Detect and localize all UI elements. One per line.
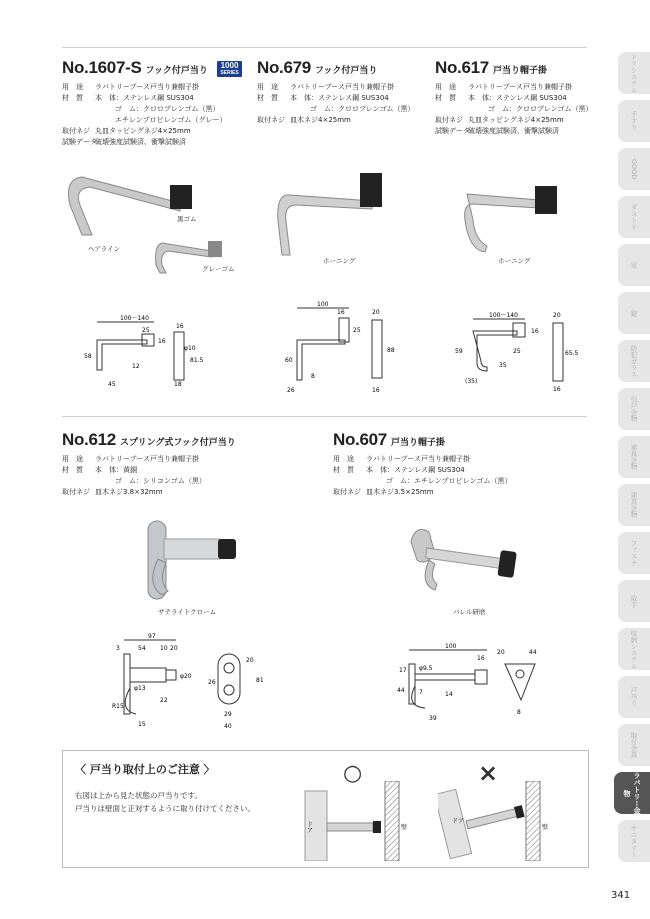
dim-label: 18 [174,381,182,388]
dim-label: 100～140 [489,312,518,319]
dim-label: 35 [499,362,507,369]
tab-4[interactable]: ダストリ [618,196,650,238]
bad-example-diagram [438,781,558,861]
wall-label: 壁 [542,824,549,831]
dim-label: 20 [497,649,505,656]
dim-label: 100 [317,301,329,308]
photo-1607s [62,165,252,280]
door-label: ドア [305,821,313,833]
photo-label-satellite-chrome: サテライトクローム [158,608,217,616]
dim-label: 3 [116,645,120,652]
product-title-607: No.607 戸当り帽子掛 [333,430,445,449]
product-title-617: No.617 戸当り帽子掛 [435,58,547,77]
tab-10[interactable]: 建具金物 [618,484,650,526]
good-example-diagram [301,781,411,861]
dim-label: 10 [160,645,168,652]
tab-16[interactable]: ラバトリー金物 [614,772,650,814]
tab-13[interactable]: 収納システム [618,628,650,670]
dim-label: 20 [246,657,254,664]
photo-label-barrel-polish: バレル研磨 [453,608,486,616]
dim-label: 15 [138,721,146,728]
dim-label: 20 [553,312,561,319]
dim-label: 39 [429,715,437,722]
photo-612 [140,515,250,605]
dim-label: 20 [372,309,380,316]
good-mark-icon: ○ [343,761,363,786]
dim-label: 22 [160,697,168,704]
specs-679: 用 途 ラバトリーブース戸当り兼帽子掛 材 質 本 体：ステンレス鋼 SUS304 ゴ ム：クロロプレンゴム（黒） 取付ネジ 皿木ネジ4×25mm [257,83,415,124]
dim-label: 97 [148,633,156,640]
dim-label: 29 [224,711,232,718]
dim-label: 8 [517,709,521,716]
dim-label: 16 [158,338,166,345]
drawing-679 [257,300,407,395]
dim-label: φ13 [134,685,146,692]
dim-label: 60 [285,357,293,364]
dim-label: 7 [419,689,423,696]
tab-3[interactable]: GOOD [618,148,650,190]
dim-label: 54 [138,645,146,652]
photo-607 [405,520,535,605]
dim-label: φ20 [180,673,192,680]
dim-label: 16 [477,655,485,662]
dim-label: 25 [513,348,521,355]
dim-label: 88 [387,347,395,354]
door-label: ドア [452,818,464,825]
dim-label: 44 [397,687,405,694]
specs-1607s: 用 途 ラバトリーブース戸当り兼帽子掛 材 質 本 体：ステンレス鋼 SUS304 ゴ ム：クロロプレンゴム（黒） エチレンプロピレンゴム（グレー） 取付ネジ 丸皿タッピングネジ4×25mm 試験データ 破壊強度試験済、衝撃試験済 [62,83,227,146]
tab-14[interactable]: 戸当り [618,676,650,718]
dim-label: 26 [208,679,216,686]
dim-label: φ10 [184,345,196,352]
tab-8[interactable]: 引戸金物 [618,388,650,430]
tab-7[interactable]: 防犯ガラス [618,340,650,382]
tab-15[interactable]: 取付金具 [618,724,650,766]
installation-notice [62,750,589,868]
photo-label-honing: ホーニング [498,257,531,265]
specs-617: 用 途 ラバトリーブース戸当り兼帽子掛 材 質 本 体：ステンレス鋼 SUS304 ゴ ム：クロロプレンゴム（黒） 取付ネジ 丸皿タッピングネジ4×25mm 試験データ 破壊強度試験済、衝撃試験済 [435,83,593,135]
drawing-617 [435,305,585,395]
dim-label: 58 [84,353,92,360]
dim-label: 59 [455,348,463,355]
tab-11[interactable]: ファスナ [618,532,650,574]
bad-mark-icon: × [478,759,499,787]
dim-label: 12 [132,363,140,370]
photo-label-honing: ホーニング [323,257,356,265]
dim-label: R15 [112,703,124,710]
dim-label: 16 [531,328,539,335]
dim-label: 25 [353,327,361,334]
specs-607: 用 途 ラバトリーブース戸当り兼帽子掛 材 質 本 体：ステンレス鋼 SUS304 ゴ ム：エチレンプロピレンゴム（黒） 取付ネジ 皿木ネジ3.5×25mm [333,455,512,496]
page-number: 341 [611,890,631,901]
dim-label: 16 [337,309,345,316]
specs-612: 用 途 ラバトリーブース戸当り兼帽子掛 材 質 本 体：黄銅 ゴ ム：シリコンゴム（黒） 取付ネジ 皿木ネジ3.8×32mm [62,455,206,496]
notice-body: 右図は上から見た状態の戸当りです。 戸当りは壁面と正対するように取り付けてください。 [75,791,255,813]
tab-12[interactable]: 取手 [618,580,650,622]
wall-label: 壁 [401,824,408,831]
dim-label: 17 [399,667,407,674]
dim-label: 16 [553,386,561,393]
top-rule [62,47,587,48]
dim-label: 16 [372,387,380,394]
photo-label-hairline: ヘアライン [88,245,121,253]
photo-679 [262,165,402,265]
notice-title: 〈 戸当り取付上のご注意 〉 [75,763,215,776]
tab-2[interactable]: 手すり [618,100,650,142]
drawing-1607s [62,310,212,395]
dim-label: 81.5 [190,357,204,364]
photo-617 [447,170,577,265]
drawing-612 [110,632,280,732]
photo-label-gray-rubber: グレーゴム [202,265,235,273]
product-title-612: No.612 スプリング式フック付戸当り [62,430,236,449]
dim-label: 16 [176,323,184,330]
dim-label: 44 [529,649,537,656]
photo-label-black-rubber: 黒ゴム [177,215,197,223]
dim-label: 8 [311,373,315,380]
product-title-679: No.679 フック付戸当り [257,58,378,77]
tab-17[interactable]: サニタリー [618,820,650,862]
dim-label: 25 [142,327,150,334]
product-title-1607s: No.1607-S フック付戸当り 1000 SERIES [62,58,242,78]
series-badge: 1000 SERIES [217,61,241,77]
tab-5[interactable]: 窓 [618,244,650,286]
tab-9[interactable]: 家具金物 [618,436,650,478]
dim-label: 81 [256,677,264,684]
dim-label: 100～140 [120,315,149,322]
tab-6[interactable]: 錠 [618,292,650,334]
dim-label: 65.5 [565,350,579,357]
dim-label: 14 [445,691,453,698]
dim-label: 100 [445,643,457,650]
dim-label: 45 [108,381,116,388]
dim-label: (35) [465,378,478,385]
dim-label: 26 [287,387,295,394]
dim-label: 20 [170,645,178,652]
middle-rule [62,416,587,417]
drawing-607 [385,640,555,725]
dim-label: φ9.5 [419,665,433,672]
tab-1[interactable]: ドアシステム [618,52,650,94]
dim-label: 40 [224,723,232,730]
